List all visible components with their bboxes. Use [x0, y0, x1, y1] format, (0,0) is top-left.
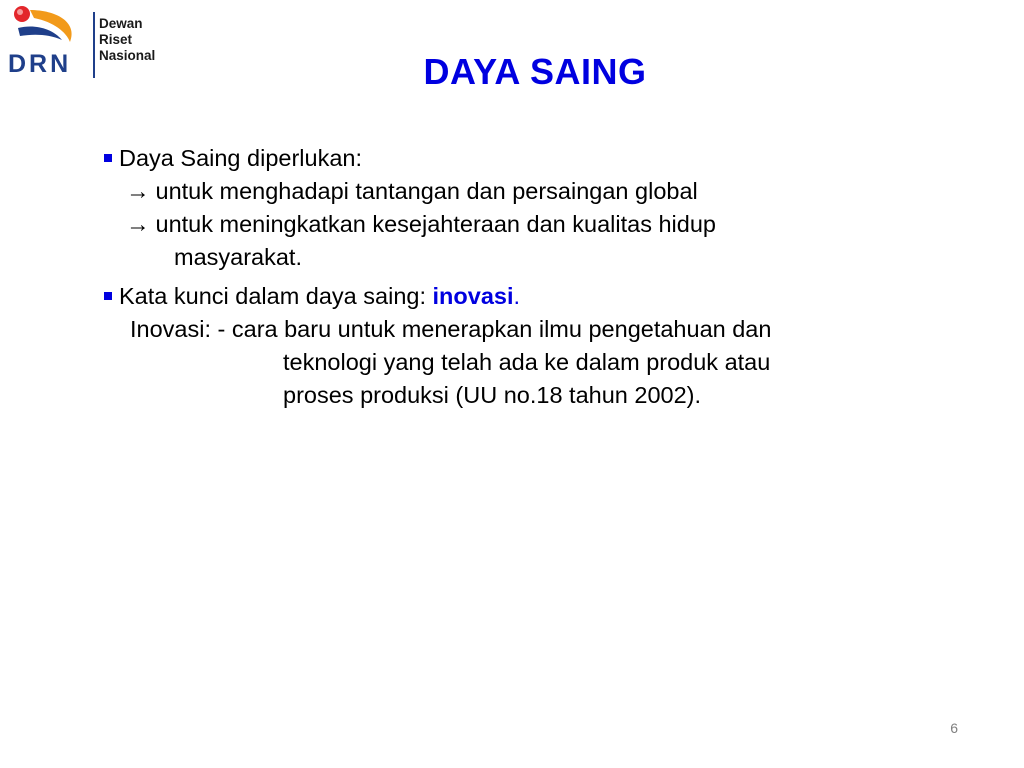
definition-line-3: proses produksi (UU no.18 tahun 2002).	[283, 382, 702, 408]
square-bullet-icon	[104, 292, 112, 300]
keyword-inovasi: inovasi	[432, 283, 514, 309]
bullet-item-1	[104, 142, 771, 175]
right-arrow-icon: →	[126, 178, 150, 204]
logo-word-riset: Riset	[99, 32, 133, 47]
right-arrow-icon: →	[126, 211, 150, 237]
drn-emblem-icon	[4, 4, 94, 54]
sub-item-2	[104, 208, 771, 241]
slide-body	[104, 142, 771, 412]
logo-word-dewan: Dewan	[99, 16, 143, 31]
page-number: 6	[950, 720, 958, 736]
bullet-1-text: Daya Saing diperlukan:	[119, 145, 362, 171]
slide-title: DAYA SAING	[423, 51, 647, 92]
keyword-period: .	[513, 283, 521, 309]
definition-line-1: Inovasi: - cara baru untuk menerapkan ilmu pengetahuan dan	[130, 316, 772, 342]
sub-item-2-continuation: masyarakat.	[174, 244, 302, 270]
bullet-2-text: Kata kunci dalam daya saing:	[119, 283, 433, 309]
bullet-item-2	[104, 280, 771, 313]
sub-item-1	[104, 175, 771, 208]
square-bullet-icon	[104, 154, 112, 162]
sub-item-2-text: untuk meningkatkan kesejahteraan dan kualitas hidup	[155, 211, 716, 237]
sub-item-1-text: untuk menghadapi tantangan dan persaingan global	[155, 178, 698, 204]
logo-abbreviation: DRN	[8, 50, 72, 78]
logo-word-nasional: Nasional	[99, 48, 156, 63]
definition-line-2: teknologi yang telah ada ke dalam produk atau	[283, 349, 771, 375]
